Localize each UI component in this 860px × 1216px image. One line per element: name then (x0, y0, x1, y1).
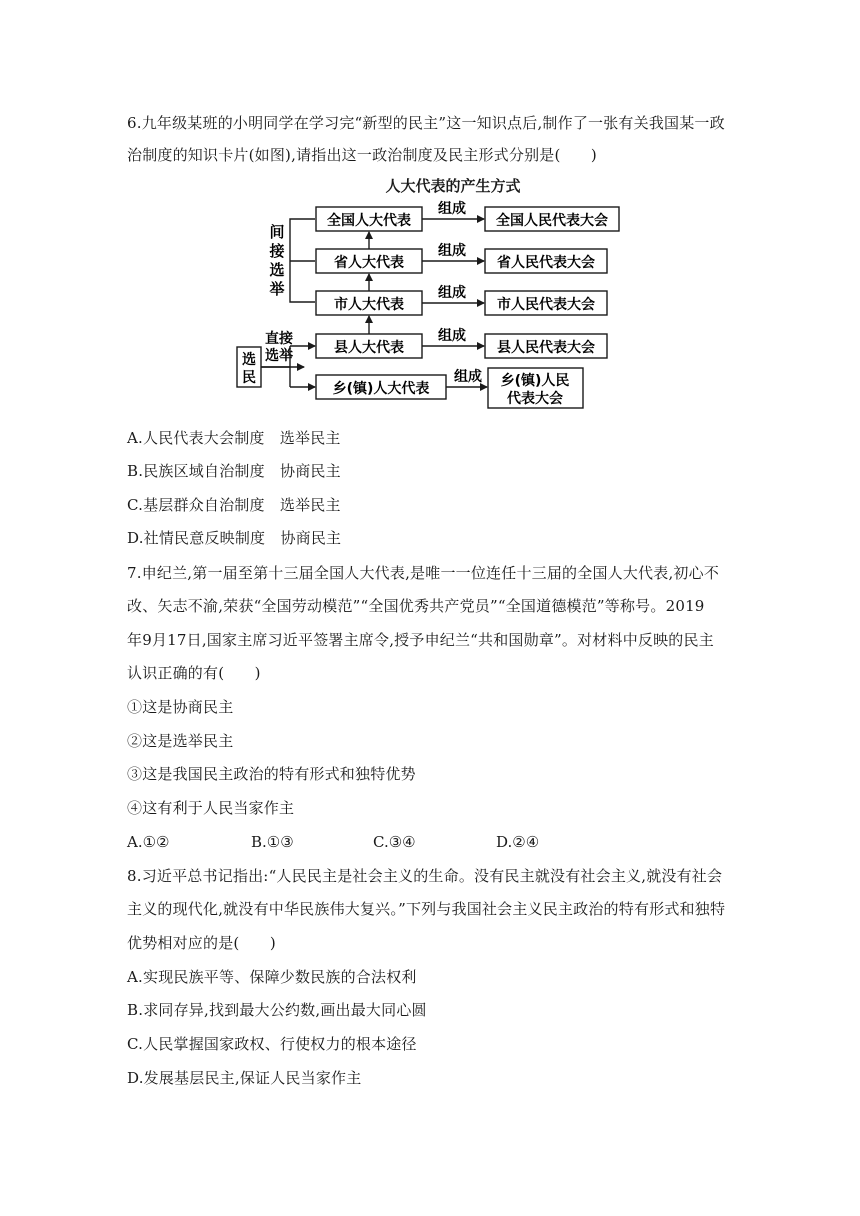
provincial-representative-label: 省人大代表 (334, 255, 404, 271)
indirect-election-bracket (290, 219, 315, 302)
q8-option-c[interactable]: C.人民掌握国家政权、行使权力的根本途径 (127, 1035, 417, 1053)
q8-option-a[interactable]: A.实现民族平等、保障少数民族的合法权利 (127, 968, 417, 986)
q7-statement-1: ①这是协商民主 (127, 698, 234, 716)
q7-statement-3: ③这是我国民主政治的特有形式和独特优势 (127, 765, 416, 783)
county-congress-label: 县人民代表大会 (497, 340, 595, 356)
national-congress-label: 全国人民代表大会 (496, 213, 608, 229)
q7-stem-line-2: 改、矢志不渝,荣获“全国劳动模范”“全国优秀共产党员”“全国道德模范”等称号。2019 (127, 597, 705, 615)
q6-option-a[interactable]: A.人民代表大会制度 选举民主 (127, 429, 341, 447)
voters-char-1: 选 (242, 352, 256, 368)
q8-stem-line-1: 8.习近平总书记指出:“人民民主是社会主义的生命。没有民主就没有社会主义,就没有社会 (127, 867, 723, 885)
q8-option-b[interactable]: B.求同存异,找到最大公约数,画出最大同心圆 (127, 1001, 427, 1019)
q7-statement-2: ②这是选举民主 (127, 732, 234, 750)
q7-option-d[interactable]: D.②④ (496, 833, 540, 851)
compose-label-provincial: 组成 (438, 243, 466, 259)
q8-stem-line-3: 优势相对应的是( ) (127, 934, 276, 952)
city-congress-label: 市人民代表大会 (497, 297, 595, 313)
q8-option-d[interactable]: D.发展基层民主,保证人民当家作主 (127, 1069, 362, 1087)
q7-option-c[interactable]: C.③④ (373, 833, 416, 851)
provincial-congress-label: 省人民代表大会 (497, 255, 595, 271)
indirect-election-char-1: 间 (269, 223, 285, 241)
q7-stem-line-1: 7.申纪兰,第一届至第十三届全国人大代表,是唯一一位连任十三届的全国人大代表,初心不 (127, 564, 720, 582)
q6-stem-line-1: 6.九年级某班的小明同学在学习完“新型的民主”这一知识点后,制作了一张有关我国某一政 (127, 114, 725, 132)
township-representative-label: 乡(镇)人大代表 (332, 381, 430, 397)
diagram-title: 人大代表的产生方式 (385, 177, 521, 195)
compose-label-township: 组成 (454, 369, 482, 385)
q6-option-d[interactable]: D.社情民意反映制度 协商民主 (127, 529, 342, 547)
q6-option-b[interactable]: B.民族区域自治制度 协商民主 (127, 462, 341, 480)
city-representative-label: 市人大代表 (334, 297, 404, 313)
q7-stem-line-3: 年9月17日,国家主席习近平签署主席令,授予申纪兰“共和国勋章”。对材料中反映的民主 (127, 631, 714, 649)
compose-label-county: 组成 (438, 328, 466, 344)
q8-stem-line-2: 主义的现代化,就没有中华民族伟大复兴。”下列与我国社会主义民主政治的特有形式和独特 (127, 900, 726, 918)
q7-option-a[interactable]: A.①② (127, 833, 170, 851)
indirect-election-char-2: 接 (269, 242, 285, 260)
voters-char-2: 民 (242, 370, 256, 386)
q6-stem-line-2: 治制度的知识卡片(如图),请指出这一政治制度及民主形式分别是( ) (127, 146, 597, 164)
q7-statement-4: ④这有利于人民当家作主 (127, 799, 295, 817)
compose-label-city: 组成 (438, 285, 466, 301)
q7-stem-line-4: 认识正确的有( ) (127, 664, 261, 682)
township-congress-label-line-2: 代表大会 (507, 391, 563, 407)
indirect-election-char-4: 举 (269, 280, 285, 298)
q7-option-b[interactable]: B.①③ (251, 833, 294, 851)
national-representative-label: 全国人大代表 (327, 213, 411, 229)
township-congress-label-line-1: 乡(镇)人民 (500, 373, 570, 389)
q6-option-c[interactable]: C.基层群众自治制度 选举民主 (127, 496, 341, 514)
representative-election-diagram (232, 174, 624, 412)
compose-label-national: 组成 (438, 201, 466, 217)
indirect-election-char-3: 选 (269, 261, 285, 279)
direct-election-label-line-2: 选举 (265, 348, 293, 364)
county-representative-label: 县人大代表 (334, 340, 404, 356)
direct-election-label-line-1: 直接 (265, 331, 293, 347)
